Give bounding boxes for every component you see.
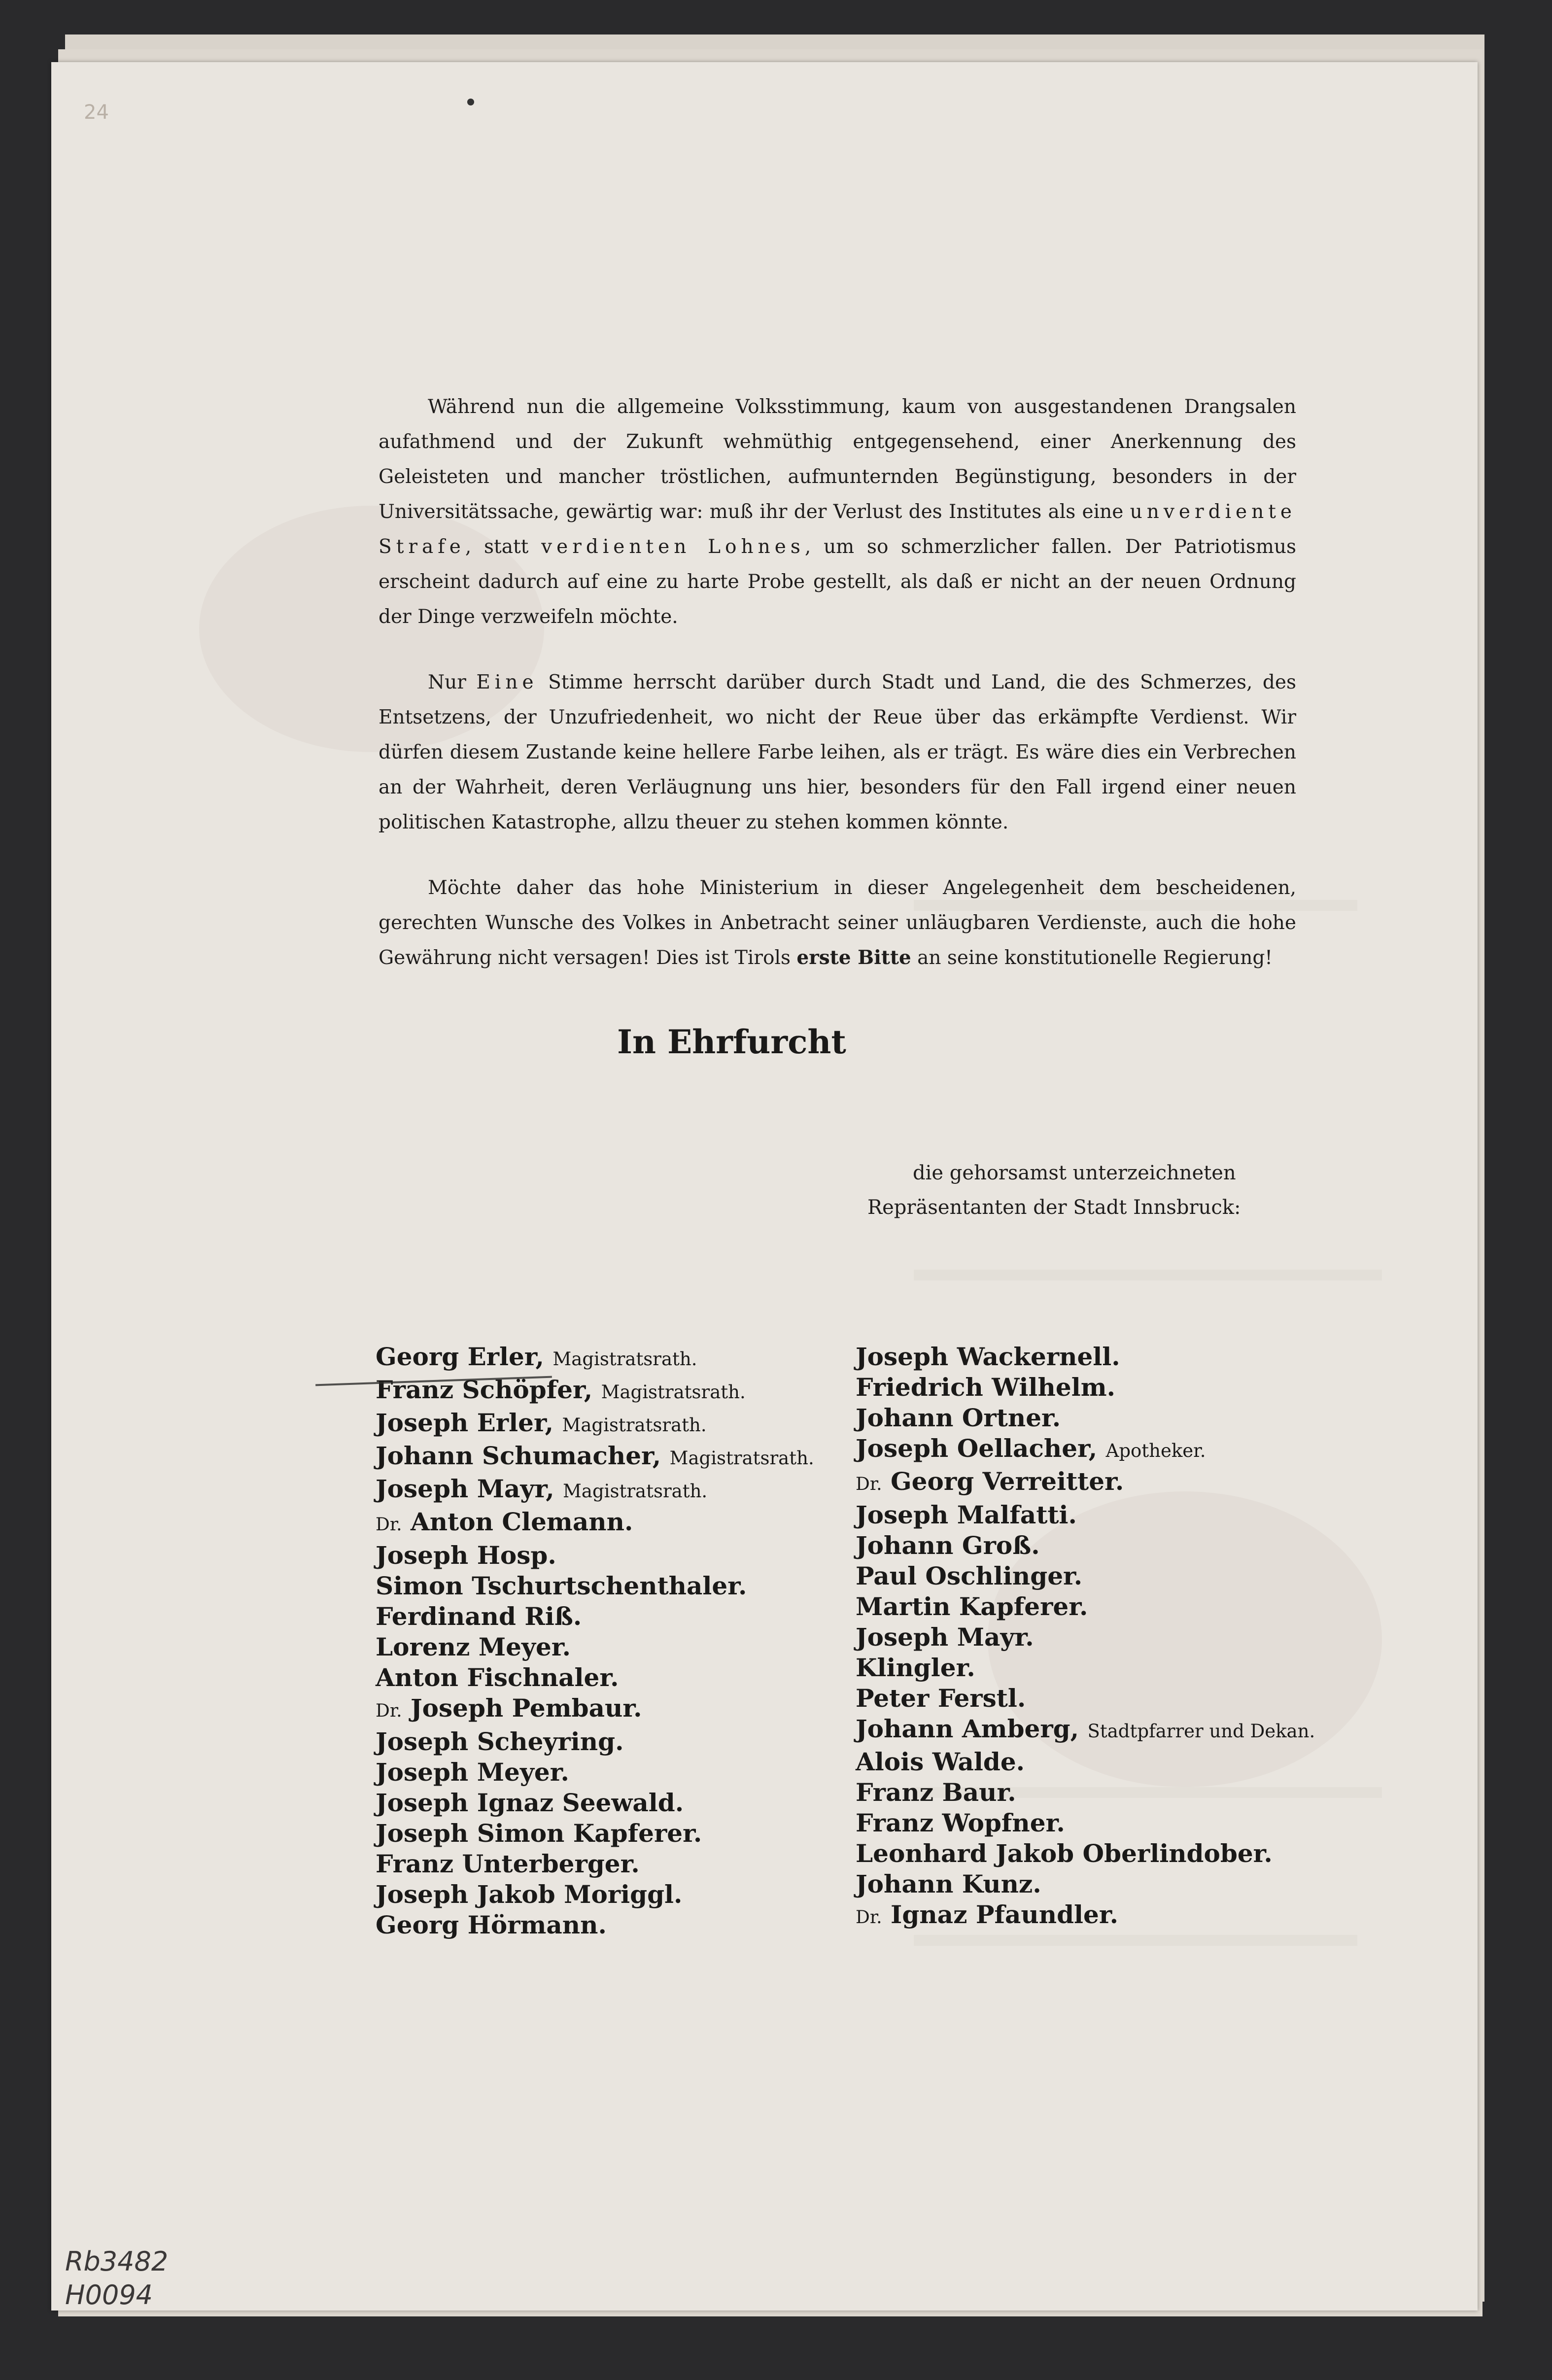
signatory-name: Franz Wopfner.: [856, 1808, 1065, 1837]
signatory-row: [376, 1441, 814, 1474]
signatory-row: [376, 1571, 814, 1601]
title-prefix: Dr.: [856, 1907, 882, 1928]
signatory-name: Johann Schumacher,: [376, 1441, 661, 1470]
signatory-name: Joseph Erler,: [376, 1408, 554, 1437]
signatory-name: Joseph Wackernell.: [856, 1342, 1120, 1371]
signatory-row: [376, 1879, 814, 1910]
signatory-row: [856, 1869, 1315, 1899]
signatory-row: [856, 1342, 1315, 1372]
signatory-row: [856, 1683, 1315, 1714]
signatory-name: Peter Ferstl.: [856, 1684, 1026, 1713]
archival-shelfmark: Rb3482 H0094: [65, 2246, 169, 2311]
signatory-row: [856, 1500, 1315, 1530]
signatory-row: [856, 1808, 1315, 1838]
signatory-role: Magistratsrath.: [601, 1381, 746, 1403]
signatory-row: [856, 1561, 1315, 1591]
signatory-row: [376, 1818, 814, 1849]
signatory-name: Georg Erler,: [376, 1342, 544, 1371]
signatory-row: [856, 1466, 1315, 1500]
signatory-row: [856, 1433, 1315, 1466]
signatory-name: Alois Walde.: [856, 1747, 1025, 1776]
signatory-name: Joseph Meyer.: [376, 1758, 569, 1787]
signatory-name: Joseph Mayr,: [376, 1474, 554, 1503]
paragraph-3: Möchte daher das hohe Ministerium in dieser Angelegenheit dem bescheidenen, gerechten Wunsche des Volkes in Anbetracht seiner unläugbaren Verdienste, auch die hohe Gewährung nicht versagen! Dies ist Tirols erste Bitte an seine konstitutionelle Regierung!: [379, 877, 1296, 969]
signatory-name: Georg Hörmann.: [376, 1910, 607, 1939]
signatory-row: [856, 1372, 1315, 1403]
petition-body: [379, 389, 1296, 1006]
signatory-row: [376, 1757, 814, 1788]
signatory-name: Klingler.: [856, 1653, 975, 1682]
signatory-name: Anton Clemann.: [410, 1507, 633, 1536]
signatory-name: Georg Verreitter.: [890, 1467, 1124, 1496]
signatory-name: Martin Kapferer.: [856, 1592, 1088, 1621]
signatory-name: Johann Ortner.: [856, 1403, 1061, 1432]
closing-heading: In Ehrfurcht: [617, 1023, 846, 1061]
signatory-name: Joseph Simon Kapferer.: [376, 1819, 702, 1848]
signatory-row: [856, 1777, 1315, 1808]
signatory-row: [376, 1693, 814, 1726]
signatory-name: Joseph Ignaz Seewald.: [376, 1788, 684, 1817]
signatory-row: [376, 1632, 814, 1662]
signatory-row: [376, 1910, 814, 1940]
signatory-name: Friedrich Wilhelm.: [856, 1373, 1116, 1402]
signatory-role: Stadtpfarrer und Dekan.: [1087, 1721, 1315, 1742]
signatory-row: [376, 1726, 814, 1757]
signatory-row: [856, 1653, 1315, 1683]
signatory-name: Joseph Hosp.: [376, 1541, 556, 1570]
signatory-name: Franz Baur.: [856, 1778, 1016, 1807]
signatory-row: [376, 1788, 814, 1818]
signatory-row: [376, 1601, 814, 1632]
signatory-name: Joseph Mayr.: [856, 1622, 1034, 1652]
signatory-row: [376, 1849, 814, 1879]
signatory-row: [856, 1622, 1315, 1653]
paragraph-1: Während nun die allgemeine Volksstimmung, kaum von ausgestandenen Drangsalen aufathmend und der Zukunft wehmüthig entgegensehend, einer Anerkennung des Geleisteten und mancher tröstlichen, aufmunternden Begünstigung, besonders in der Universitätssache, gewärtig war: muß ihr der Verlust des Institutes als eine unverdiente Strafe, statt verdienten Lohnes, um so schmerzlicher fallen. Der Patriotismus erscheint dadurch auf eine zu harte Probe gestellt, als daß er nicht an der neuen Ordnung der Dinge verzweifeln möchte.: [379, 396, 1296, 628]
show-through: [914, 1935, 1357, 1946]
signatory-row: [856, 1403, 1315, 1433]
signatory-name: Joseph Oellacher,: [856, 1434, 1098, 1463]
signatory-name: Anton Fischnaler.: [376, 1663, 619, 1692]
signatory-name: Joseph Malfatti.: [856, 1500, 1077, 1529]
title-prefix: Dr.: [376, 1515, 402, 1535]
signatory-name: Ignaz Pfaundler.: [890, 1900, 1119, 1929]
paragraph-2: Nur Eine Stimme herrscht darüber durch Stadt und Land, die des Schmerzes, des Entsetzens, der Unzufriedenheit, wo nicht der Reue über das erkämpfte Verdienst. Wir dürfen diesem Zustande keine hellere Farbe leihen, als er trägt. Es wäre dies ein Verbrechen an der Wahrheit, deren Verläugnung uns hier, besonders für den Fall irgend einer neuen politischen Katastrophe, allzu theuer zu stehen kommen könnte.: [379, 671, 1296, 833]
signatory-row: [376, 1342, 814, 1375]
title-prefix: Dr.: [856, 1474, 882, 1494]
signatory-role: Magistratsrath.: [669, 1448, 814, 1469]
signatory-name: Johann Amberg,: [856, 1714, 1079, 1743]
signatory-role: Magistratsrath.: [563, 1481, 708, 1502]
signatory-name: Joseph Pembaur.: [410, 1693, 642, 1723]
signatory-name: Simon Tschurtschenthaler.: [376, 1571, 747, 1600]
ink-dot: [467, 99, 474, 105]
signatory-row: [376, 1474, 814, 1507]
signatory-name: Johann Groß.: [856, 1531, 1040, 1560]
signatory-row: [856, 1747, 1315, 1777]
signatory-name: Lorenz Meyer.: [376, 1632, 571, 1661]
signatory-role: Magistratsrath.: [552, 1348, 697, 1370]
signatory-name: Joseph Jakob Moriggl.: [376, 1880, 683, 1909]
signatory-intro: die gehorsamst unterzeichneten Repräsentanten der Stadt Innsbruck:: [867, 1162, 1241, 1219]
signatory-name: Johann Kunz.: [856, 1869, 1041, 1898]
title-prefix: Dr.: [376, 1701, 402, 1721]
signatory-row: [856, 1714, 1315, 1747]
signatory-row: [856, 1899, 1315, 1933]
signatory-row: [376, 1662, 814, 1693]
signatory-row: [376, 1540, 814, 1571]
signatory-name: Joseph Scheyring.: [376, 1727, 624, 1756]
signatory-row: [856, 1838, 1315, 1869]
show-through: [914, 1270, 1382, 1280]
signatory-name: Franz Schöpfer,: [376, 1375, 593, 1404]
signatory-role: Apotheker.: [1105, 1440, 1206, 1461]
signatory-role: Magistratsrath.: [562, 1414, 707, 1436]
signatory-row: [376, 1507, 814, 1540]
signatory-row: [856, 1530, 1315, 1561]
signatory-row: [376, 1408, 814, 1441]
signatories-left-column: [376, 1342, 814, 1940]
signatory-name: Ferdinand Riß.: [376, 1602, 582, 1631]
signatory-name: Franz Unterberger.: [376, 1849, 640, 1878]
signatory-name: Paul Oschlinger.: [856, 1561, 1083, 1590]
folio-number: 24: [84, 101, 109, 124]
signatory-name: Leonhard Jakob Oberlindober.: [856, 1839, 1273, 1868]
signatory-row: [856, 1591, 1315, 1622]
signatories-right-column: [856, 1342, 1315, 1933]
